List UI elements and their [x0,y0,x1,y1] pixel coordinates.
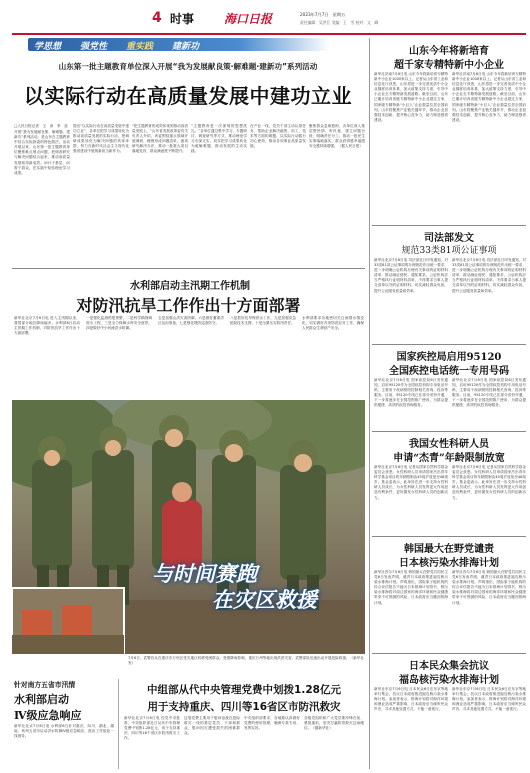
side-science-title-2: 申请“杰青”年龄限制放宽 [393,453,505,464]
side-korea-title-1: 韩国最大在野党谴责 [404,544,494,555]
side-top-title-2: 超千家专精特新中小企业 [394,60,504,71]
side-science-title-1: 我国女性科研人员 [409,439,489,450]
side-rule-5 [372,653,526,654]
side-hotline-body-a: 新华社北京7月6日电 国家疾控局6日发布通知，启用95120作为全国疾控机构专用电话号码，主要用于疾病预防控制相关咨询、投诉等服务。目前，95120专线已在部分省份开通，下一步将逐步在全国范围推广使用，为群众提供便捷、高效的疾控咨询服务。 [374,378,448,408]
photo-illustration [12,400,365,654]
side-judicial-body-b: 新华社北京7月6日电 司法部近日印发通知，对33类81项公证事项的办理规范作出统一要求，进一步明确公证机构办理有关事项的证明材料清单，推动减证便民。通知要求，公证机构应当严格执行证明材料清单，不得要求当事人提交清单以外的证明材料，切实减轻群众负担，提升公证服务质量和效率。 [452,258,526,293]
side-korea-body-a: 新华社首尔7月6日电 韩国最大在野党共同民主党6日发表声明，谴责日本政府推进福岛核污染水排海计划。声明指出，国际原子能机构的综合评估报告不能为日本排海计划背书，核污染水排海将对周边国家的海洋环境和民众健康带来不可预测的风险，日本政府应当撤回排海计划。 [374,570,448,605]
side-science-body-b: 新华社北京7月6日电 记者从国家自然科学基金委员会获悉，女性科研人员申请国家杰出青年科学基金项目的年龄限制由45周岁放宽至48周岁。基金委表示，此举旨在进一步支持女性科研人员成长，为女性科研人员发挥更大作用创造有利条件，更好激发女性科研人员的创新活力。 [452,465,526,500]
bottom-col-3: 中央组织部要求，各地要认真做好党费的使用管理，确保专款专用、发挥实效。 [244,716,300,731]
page-number: 4 [152,10,162,26]
header-rule [12,33,526,35]
slogan-3: 重实践 [126,42,154,52]
side-hotline-body-b: 新华社北京7月6日电 国家疾控局6日发布通知，启用95120作为全国疾控机构专用电话号码，主要用于疾病预防控制相关咨询、投诉等服务。目前，95120专线已在部分省份开通，下一步将逐步在全国范围推广使用，为群众提供便捷、高效的疾控咨询服务。 [452,378,526,408]
flood-col-4: 八是抓好抗旱保供水工作，九是加强应急抢险技术支撑，十是压紧压实防汛责任。 [230,316,296,326]
small-flood-title-2: Ⅳ级应急响应 [14,709,82,722]
issue-date: 2023年7月7日 星期五 [300,12,346,17]
slogan-4: 建新功 [172,42,200,52]
flood-headline: 对防汛抗旱工作作出十方面部署 [76,296,301,315]
flood-kicker: 水利部启动主汛期工作机制 [130,281,250,292]
flood-col-3: 五是加强山洪灾害防御，六是做好蓄滞洪区运用准备，七是强化堤防巡查防守。 [158,316,224,326]
small-flood-kicker: 针对南方五省市汛情 [14,681,76,689]
side-japan-body-b: 新华社东京7月6日电 日本民众6日在东京等地举行集会，抗议日本政府推进福岛核污染水排海计划。参加者表示，排海计划将对海洋环境和渔业造成严重影响，日本政府应当倾听民众声音，寻求其他处置方式，不能一意孤行。 [452,687,526,712]
side-top-body-b: 新华社济南7月6日电 山东今年将新培育专精特新中小企业1000家以上。记者从山东省工业和信息化厅获悉，山东将进一步完善优质中小企业梯度培育体系，加大政策支持力度，引导中小企业走专精特新发展道路。截至目前，山东已累计培育省级专精特新中小企业超过万家，国家级专精特新“小巨人”企业数量位居全国前列。山东将聚焦产业链关键环节，推动企业加强技术创新，提升核心竞争力，助力制造强省建设。 [452,72,526,122]
slogan-1: 学思想 [34,42,62,52]
side-science-body-a: 新华社北京7月6日电 记者从国家自然科学基金委员会获悉，女性科研人员申请国家杰出青年科学基金项目的年龄限制由45周岁放宽至48周岁。基金委表示，此举旨在进一步支持女性科研人员成长，为女性科研人员发挥更大作用创造有利条件，更好激发女性科研人员的创新活力。 [374,465,448,500]
slogan-bar [28,38,330,51]
side-hotline-title-1: 国家疾控局启用95120 [396,352,502,363]
flood-col-1: 新华社北京7月6日电 进入主汛期以来，我国部分地区降雨偏多，水利部6日启动主汛期工作机制，对防汛抗旱工作作出十方面部署。 [14,316,80,336]
slogan-2: 强党性 [80,42,108,52]
article-col-5: 在产业一线，党员干部主动认领任务，帮助企业解决融资、用工、技术等方面的难题，以实际行动践行初心使命，推动各项事业高质量发展。 [250,124,306,149]
side-judicial-body-a: 新华社北京7月6日电 司法部近日印发通知，对33类81项公证事项的办理规范作出统一要求，进一步明确公证机构办理有关事项的证明材料清单，推动减证便民。通知要求，公证机构应当严格执行证明材料清单，不得要求当事人提交清单以外的证明材料，切实减轻群众负担，提升公证服务质量和效率。 [374,258,448,293]
side-rule-2 [372,344,526,345]
side-hotline-title-2: 全国疾控电话统一专用号码 [389,366,509,377]
page-header [152,10,526,32]
bottom-kicker: 中组部从代中央管理党费中划拨1.28亿元 [147,684,341,696]
article-col-2: 提出“以实际行动在高质量发展中建功立业”，各单位把学习成果转化为推动高质量发展的实际行动，把调研成果转化为解决问题的具体举措，努力在新时代社会主义现代化强省建设中展现新担当新作为。 [73,124,129,154]
article-col-1: 开展“我为发展献良策、解难题、建新功”系列活动，是山东在主题教育中结合实际探索的特色做法。活动开展以来，山东第一批主题教育单位聚焦难点堵点问题，把调查研究与解决问题结合起来，推动高质量发展取得新成效。问计于基层、问需于群众，在实践中检验理论学习成果。 [14,130,70,175]
side-rule-1 [372,225,526,226]
bottom-col-4: 各级党组织和广大党员要冲锋在前、勇挑重担，坚决打赢防汛救灾这场硬仗。（据新华社） [304,716,364,731]
side-rule-3 [372,431,526,432]
bottom-col-2: 这笔党费主要用于慰问奋战在抢险救灾一线的基层党员、干部和群众，慰问因灾遭受损失的困难群众。 [184,716,240,736]
side-japan-title-1: 日本民众集会抗议 [409,661,489,672]
section-name: 时事 [170,12,195,26]
side-top-title-1: 山东今年将新培育 [409,46,489,57]
flood-col-2: 一是强化监测预报预警，二是科学精细调度水工程，三是全力保障水库安全度汛，四是做好中小河流洪水防御。 [86,316,152,331]
editor-meta: 责任编辑：吴洪江 美编：王 雪 校对：文 峰 [300,20,379,25]
bottom-divider-vertical [118,679,119,769]
photo-overlay-line2: 在灾区救援 [212,587,317,612]
main-kicker: 山东第一批主题教育单位深入开展“我为发展献良策·解难题·建新功”系列活动 [58,62,318,71]
side-japan-body-a: 新华社东京7月6日电 日本民众6日在东京等地举行集会，抗议日本政府推进福岛核污染水排海计划。参加者表示，排海计划将对海洋环境和渔业造成严重影响，日本政府应当倾听民众声音，寻求其他处置方式，不能一意孤行。 [374,687,448,712]
side-korea-title-2: 日本核污染水排海计划 [399,558,499,569]
side-top-body-a: 新华社济南7月6日电 山东今年将新培育专精特新中小企业1000家以上。记者从山东省工业和信息化厅获悉，山东将进一步完善优质中小企业梯度培育体系，加大政策支持力度，引导中小企业走专精特新发展道路。截至目前，山东已累计培育省级专精特新中小企业超过万家，国家级专精特新“小巨人”企业数量位居全国前列。山东将聚焦产业链关键环节，推动企业加强技术创新，提升核心竞争力，助力制造强省建设。 [374,72,448,122]
bottom-headline: 用于支持重庆、四川等16省区市防汛救灾 [147,701,341,713]
article-col-4: “主题教育是一次深刻的思想洗礼。”各单位通过集中学习、专题研讨、调查研究等方式，推动理论学习走深走实，切实把学习成果转化为破解难题、推动发展的生动实践。 [191,124,247,154]
article-col-3: “把主题教育的成效体现到推动高质量发展上。”山东省发展改革委有关负责人介绍，该委围绕重点领域开展调研，梳理形成问题清单，逐项研究解决办法，推动一批重大项目落地见效，群众满意度不断提升。 [132,124,188,154]
side-rule-4 [372,536,526,537]
small-flood-body: 新华社北京7月6日电 水利部6日针对重庆、四川、湖北、湖南、贵州五省市启动洪水防御Ⅳ级应急响应，派出工作组赴一线指导。 [14,724,114,739]
right-column-divider [369,38,370,769]
side-judicial-subtitle: 规范33类81项公证事项 [401,246,497,256]
bottom-col-1: 新华社北京7月6日电 经党中央批准，中央组织部近日从代中央管理党费中划拨1.28亿元，用于支持重庆、四川等16个省区市防汛救灾工作。 [124,716,180,741]
side-judicial-title: 司法部发文 [424,233,474,244]
rescue-photo [12,400,365,654]
flood-col-5: 水利部要求各地密切关注雨情水情变化，切实做好各项防范应对工作，确保人民群众生命财产安全。 [302,316,364,331]
article-col-6: 聚焦群众急难愁盼，各单位深入基层察民情、听民意，建立问题台账，明确责任分工，推动一批民生实事落地落实，群众获得感幸福感安全感持续增强。（据人民日报） [309,124,365,149]
side-korea-body-b: 新华社首尔7月6日电 韩国最大在野党共同民主党6日发表声明，谴责日本政府推进福岛核污染水排海计划。声明指出，国际原子能机构的综合评估报告不能为日本排海计划背书，核污染水排海将对周边国家的海洋环境和民众健康带来不可预测的风险，日本政府应当撤回排海计划。 [452,570,526,605]
article-byline: □人民日报记者 王 沛 李 蕊 [14,124,68,128]
small-flood-title-1: 水利部启动 [14,693,69,706]
side-japan-title-2: 福岛核污染水排海计划 [399,675,499,686]
section-divider [12,268,365,269]
paper-name: 海口日报 [224,12,273,26]
main-headline: 以实际行动在高质量发展中建功立业 [24,84,352,108]
photo-overlay-line1: 与时间赛跑 [152,561,257,586]
photo-caption: 7月6日，武警官兵在重庆市万州区受灾地区转移受困群众。受强降雨影响，重庆万州等地出现洪涝灾害，武警部队迅速出动开展抢险救援。（新华社发） [128,656,364,666]
